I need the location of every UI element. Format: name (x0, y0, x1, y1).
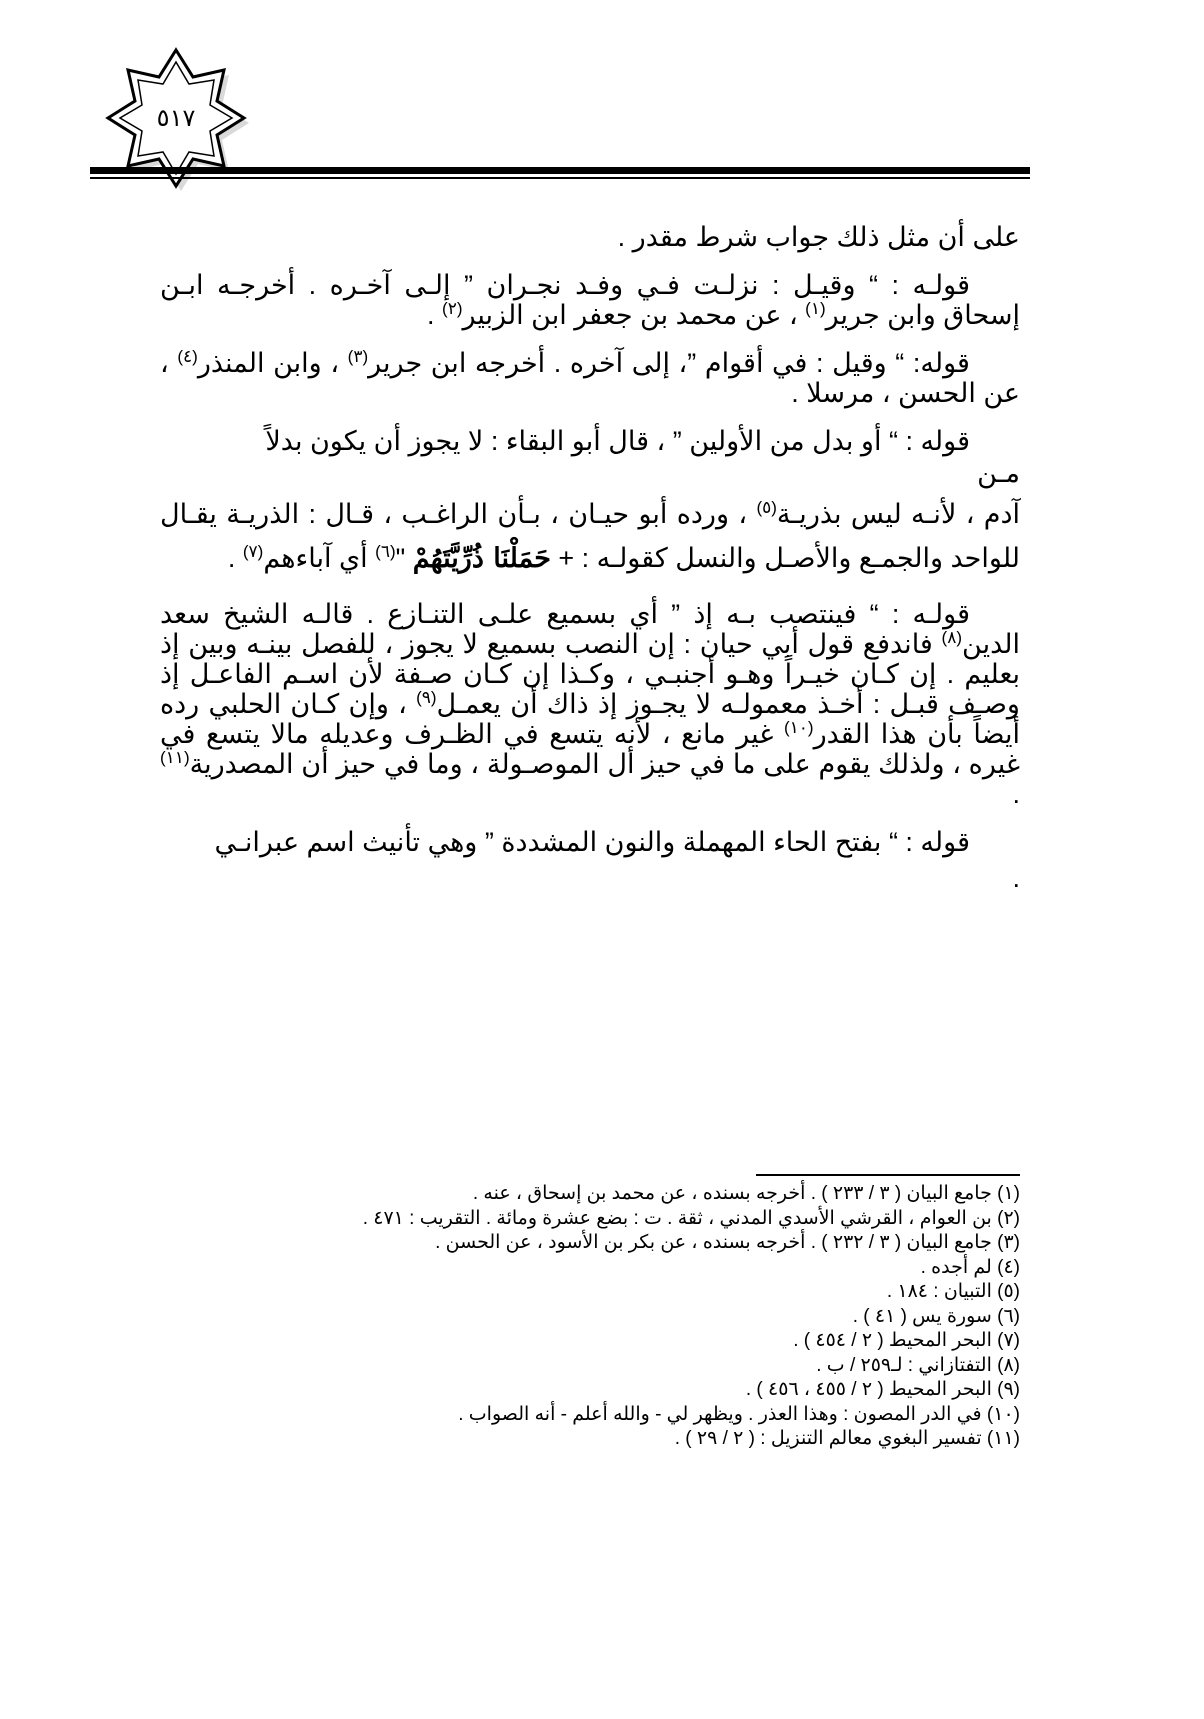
paragraph-7-end: . (1012, 863, 1020, 893)
page-number: ٥١٧ (156, 104, 196, 132)
footnote-ref[interactable]: (٨) (941, 628, 963, 647)
paragraph-7: قوله : “ بفتح الحاء المهملة والنون المشددة ” وهي تأنيث اسم عبرانـي (214, 827, 970, 857)
footnote-9: (٩) البحر المحيط ( ٢ / ٤٥٥ ، ٤٥٦ ) . (745, 1379, 1020, 1400)
footnote-5: (٥) التبيان : ١٨٤ . (886, 1281, 1020, 1302)
footnote-4: (٤) لم أجده . (920, 1256, 1020, 1278)
footnote-6: (٦) سورة يس ( ٤١ ) . (852, 1305, 1020, 1327)
stretched-word: مـن (977, 458, 1020, 488)
footnote-3: (٣) جامع البيان ( ٣ / ٢٣٢ ) . أخرجه بسنده ، عن بكر بن الأسود ، عن الحسن . (435, 1232, 1020, 1253)
footnote-2: (٢) بن العوام ، القرشي الأسدي المدني ، ثقة . ت : بضع عشرة ومائة . التقريب : ٤٧١ . (362, 1207, 1020, 1229)
paragraph-3: قوله: “ وقيل : في أقوام ”، إلى آخره . أخرجه ابن جرير$^{(٣)}$ ، وابن المنذر$^{(٤)}$ ، عن الحسن ، مرسلا . (160, 347, 1020, 408)
footnote-ref[interactable]: (٣) (347, 347, 369, 366)
footnote-ref[interactable]: (١١) (160, 748, 190, 767)
paragraph-5: آدم ، لأنـه ليس بذريـة$^{(٥)}$ ، ورده أبو حيـان ، بـأن الراغـب ، قـال : الذريـة يقـال للواحد والجمـع والأصـل والنسل كقولـه : + حَمَلْنَا ذُرِّيَّتَهُمْ "$^{(٦)}$ أي آباءهم$^{(٧)}$ . (160, 498, 1020, 574)
footnote-7: (٧) البحر المحيط ( ٢ / ٤٥٤ ) . (793, 1330, 1020, 1351)
footnote-ref[interactable]: (٦) (375, 542, 396, 561)
paragraph-6: قولـه : “ فينتصب بـه إذ ” أي بسميع علـى التنـازع . قالـه الشيخ سعد الدين$^{(٨)}$ فاندفع قول أبي حيان : إن النصب بسميع لا يجوز ، للفصل بينـه وبين إذ بعليم . إن كـان خيـراً وهـو أجنبـي ، وكـذا إن كـان صـفة لأن اسـم الفاعـل إذ وصـف قبـل : أخـذ معمولـه لا يجـوز إذ ذاك أن يعمـل$^{(٩)}$ ، وإن كـان الحلبي رده أيضاً بأن هذا القدر$^{(١٠)}$ غير مانع ، لأنه يتسع في الظـرف وعديله مالا يتسع في غيره ، ولذلك يقوم على ما في حيز أل الموصـولة ، وما في حيز أن المصدرية$^{(١١)}$ . (160, 599, 1020, 809)
footnote-ref[interactable]: (٧) (242, 542, 264, 561)
main-text (160, 222, 1020, 911)
footnote-1: (١) جامع البيان ( ٣ / ٢٣٣ ) . أخرجه بسنده ، عن محمد بن إسحاق ، عنه . (472, 1183, 1020, 1204)
paragraph-2: قولـه : “ وقيـل : نزلـت فـي وفـد نجـران ” إلـى آخـره . أخرجـه ابـن إسحاق وابن جرير$^{(١)}$ ، عن محمد بن جعفر ابن الزبير$^{(٢)}$ . (160, 270, 1020, 330)
paragraph-1: على أن مثل ذلك جواب شرط مقدر . (617, 222, 1020, 252)
quran-verse: حَمَلْنَا ذُرِّيَّتَهُمْ (412, 543, 551, 574)
footnote-11: (١١) تفسير البغوي معالم التنزيل : ( ٢ / ٢٩ ) . (674, 1428, 1020, 1449)
footnotes (160, 1182, 1020, 1452)
footnote-10: (١٠) في الدر المصون : وهذا العذر . ويظهر لي - والله أعلم - أنه الصواب . (458, 1403, 1020, 1425)
footnote-ref[interactable]: (١٠) (783, 718, 814, 737)
footnote-ref[interactable]: (٥) (756, 498, 777, 517)
footnote-ref[interactable]: (٩) (416, 688, 437, 707)
header-rule-thin (90, 177, 1030, 179)
footnote-8: (٨) التفتازاني : لـ٢٥٩ / ب . (816, 1354, 1020, 1376)
footnote-ref[interactable]: (٤) (177, 347, 198, 366)
footnote-ref[interactable]: (١) (805, 299, 826, 318)
footnote-ref[interactable]: (٢) (442, 299, 463, 318)
header-rule-thick (90, 167, 1030, 174)
paragraph-4: قوله : “ أو بدل من الأولين ” ، قال أبو البقاء : لا يجوز أن يكون بدلاً (265, 426, 970, 456)
footnote-separator (756, 1174, 1020, 1176)
